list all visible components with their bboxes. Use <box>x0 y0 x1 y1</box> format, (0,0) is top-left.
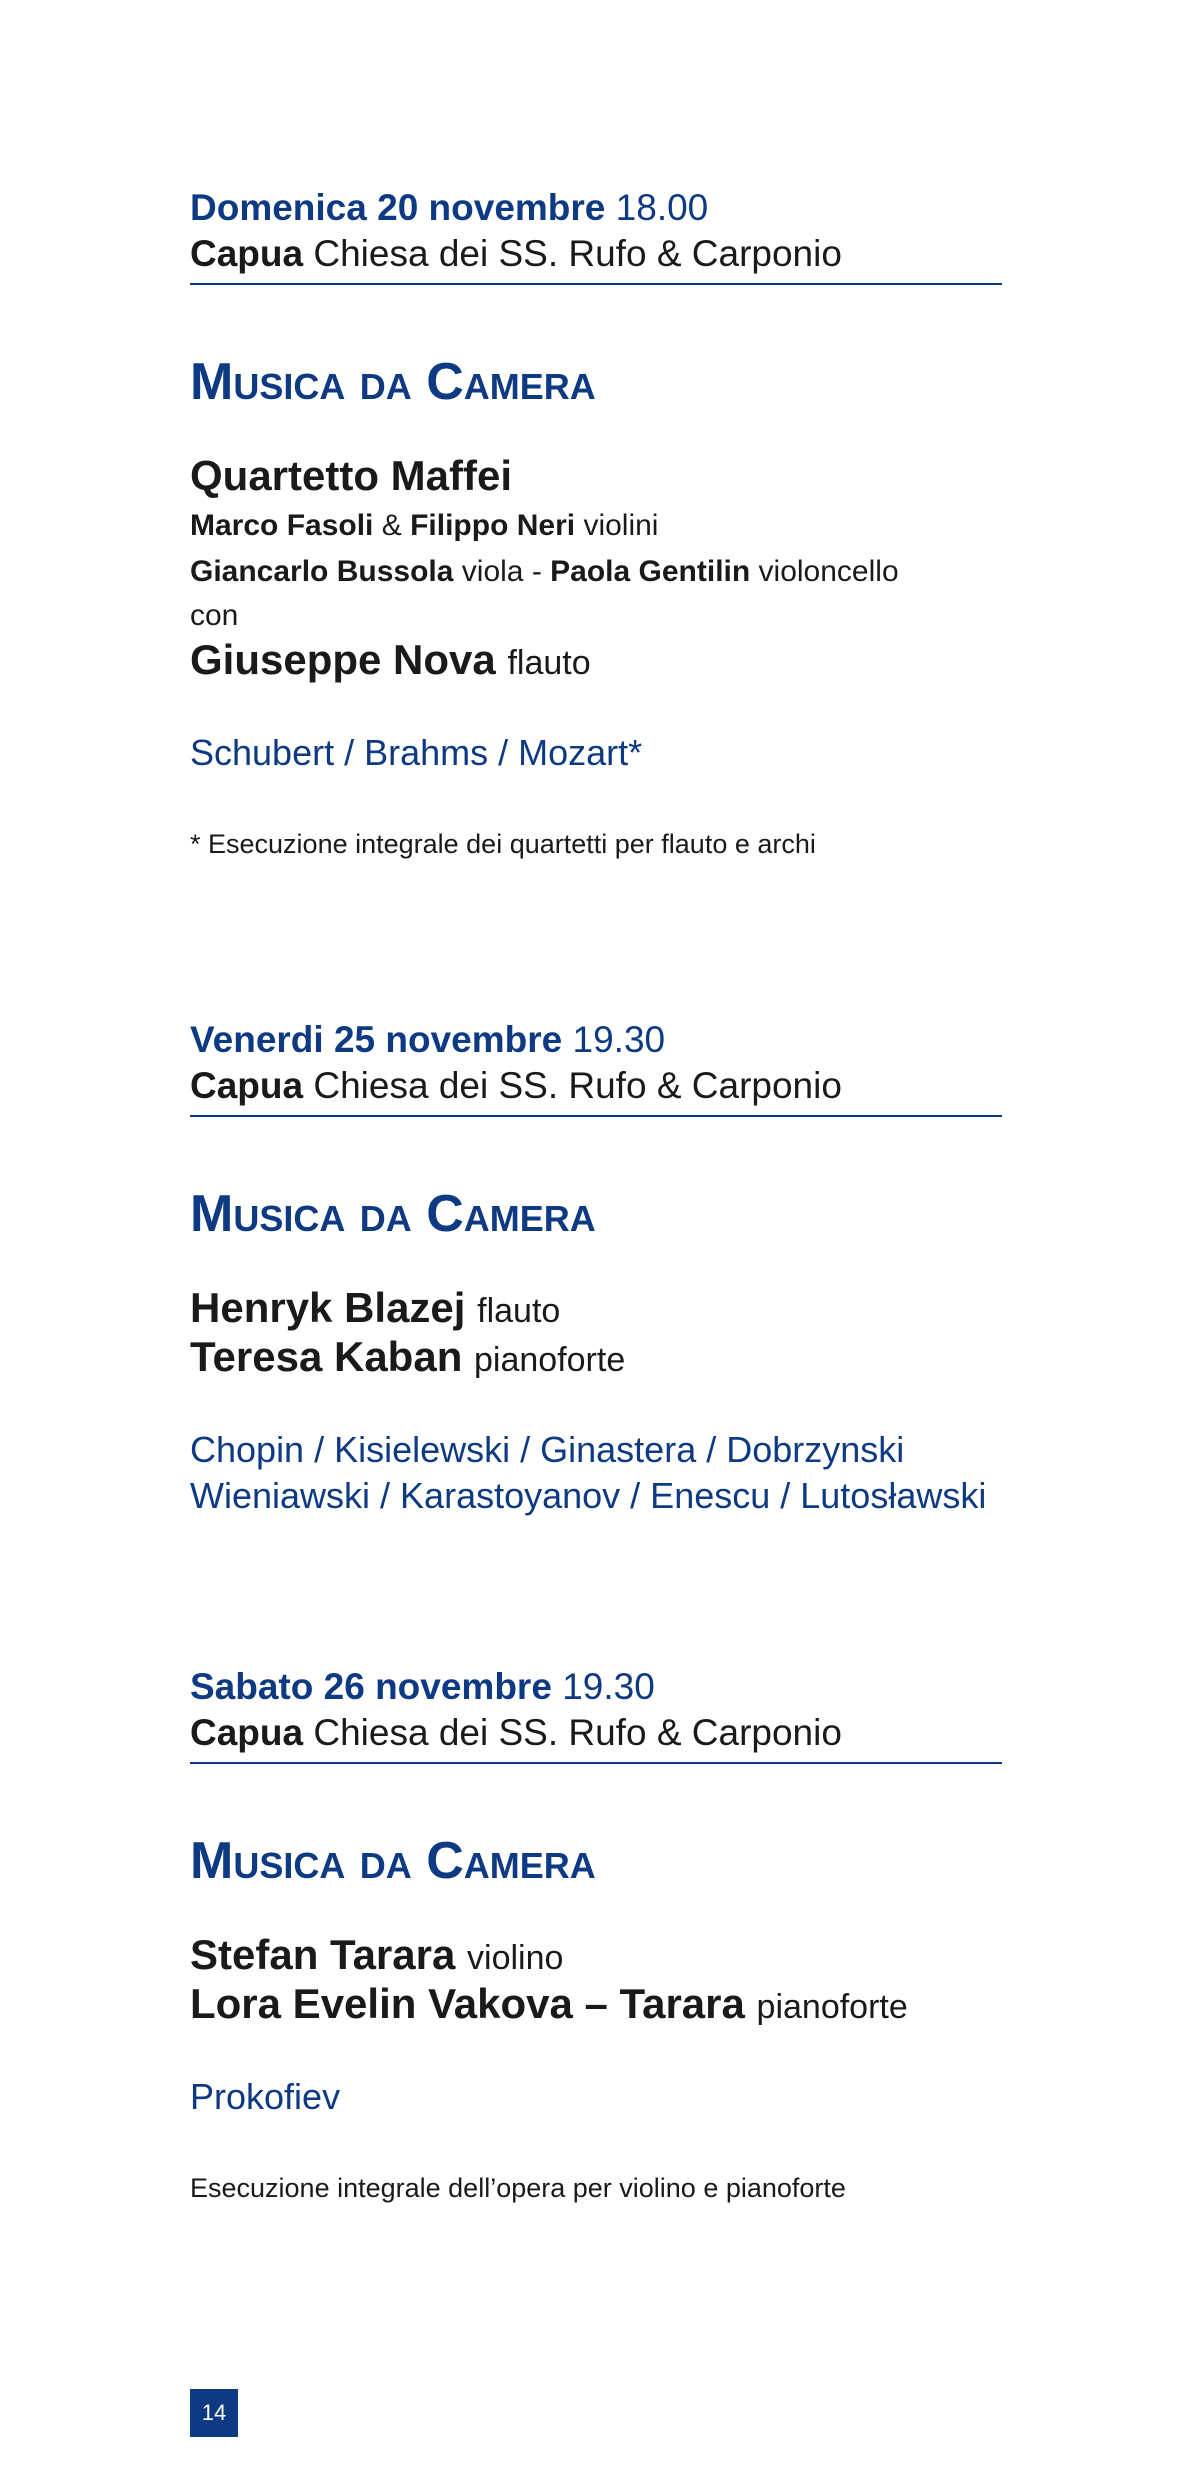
event-1 <box>190 185 1002 862</box>
con-label: con <box>190 599 239 632</box>
event-place-line <box>190 231 1002 277</box>
performer-line <box>190 503 1002 549</box>
performer-line <box>190 1932 1002 1981</box>
event-city: Capua <box>190 1712 304 1753</box>
event-time: 18.00 <box>615 187 709 228</box>
composers <box>190 1427 1002 1519</box>
program-note: Esecuzione integrale dell’opera per violino e pianoforte <box>190 2173 846 2203</box>
event-date: Domenica 20 novembre <box>190 187 606 228</box>
event-time: 19.30 <box>562 1666 655 1707</box>
performer-role: flauto <box>507 644 591 682</box>
divider <box>190 1762 1002 1764</box>
performer-role: pianoforte <box>474 1341 626 1379</box>
performer-role: violino <box>467 1939 564 1977</box>
event-venue: Chiesa dei SS. Rufo & Carponio <box>313 233 842 274</box>
ensemble-name: Quartetto Maffei <box>190 452 513 499</box>
program-note: * Esecuzione integrale dei quartetti per flauto e archi <box>190 829 816 859</box>
event-city: Capua <box>190 1065 304 1106</box>
event-3 <box>190 1664 1002 2206</box>
event-date-line <box>190 1664 1002 1710</box>
composers-line: Wieniawski / Karastoyanov / Enescu / Lutosławski <box>190 1475 987 1516</box>
performer-name: Marco Fasoli <box>190 509 374 542</box>
performer-name: Lora Evelin Vakova – Tarara <box>190 1980 745 2027</box>
composers-line: Prokofiev <box>190 2076 341 2117</box>
composers-line: Schubert / Brahms / Mozart* <box>190 732 643 773</box>
performers <box>190 1285 1002 1383</box>
performer-name: Teresa Kaban <box>190 1333 463 1380</box>
section-title: Musica da Camera <box>190 1832 596 1890</box>
performer-name: Giancarlo Bussola <box>190 555 454 588</box>
performer-name: Filippo Neri <box>410 509 576 542</box>
performer-role: viola - <box>461 555 542 588</box>
event-2 <box>190 1017 1002 1519</box>
event-place-line <box>190 1063 1002 1109</box>
performer-name: Henryk Blazej <box>190 1284 466 1331</box>
event-date: Sabato 26 novembre <box>190 1666 552 1707</box>
composers <box>190 2074 1002 2120</box>
composers-line: Chopin / Kisielewski / Ginastera / Dobrzynski <box>190 1429 905 1470</box>
divider <box>190 283 1002 285</box>
section-title: Musica da Camera <box>190 1185 596 1243</box>
ampersand: & <box>381 509 402 542</box>
event-place-line <box>190 1710 1002 1756</box>
performer-role: flauto <box>477 1292 561 1330</box>
event-city: Capua <box>190 233 304 274</box>
section-title: Musica da Camera <box>190 353 596 411</box>
performer-role: violoncello <box>758 555 899 588</box>
event-time: 19.30 <box>572 1019 666 1060</box>
event-venue: Chiesa dei SS. Rufo & Carponio <box>313 1712 842 1753</box>
performer-line <box>190 1285 1002 1334</box>
performer-line <box>190 1334 1002 1383</box>
event-venue: Chiesa dei SS. Rufo & Carponio <box>313 1065 842 1106</box>
event-date-line <box>190 1017 1002 1063</box>
page-number: 14 <box>190 2389 238 2437</box>
performer-name: Stefan Tarara <box>190 1931 456 1978</box>
composers <box>190 730 1002 776</box>
divider <box>190 1115 1002 1117</box>
performer-role: pianoforte <box>756 1988 908 2026</box>
performer-line <box>190 549 1002 595</box>
performer-role: violini <box>583 509 659 542</box>
performers <box>190 1932 1002 2030</box>
event-date-line <box>190 185 1002 231</box>
event-date: Venerdi 25 novembre <box>190 1019 563 1060</box>
performers <box>190 453 1002 686</box>
performer-name: Paola Gentilin <box>550 555 751 588</box>
performer-name: Giuseppe Nova <box>190 636 496 683</box>
performer-line <box>190 637 1002 686</box>
performer-line <box>190 1981 1002 2030</box>
